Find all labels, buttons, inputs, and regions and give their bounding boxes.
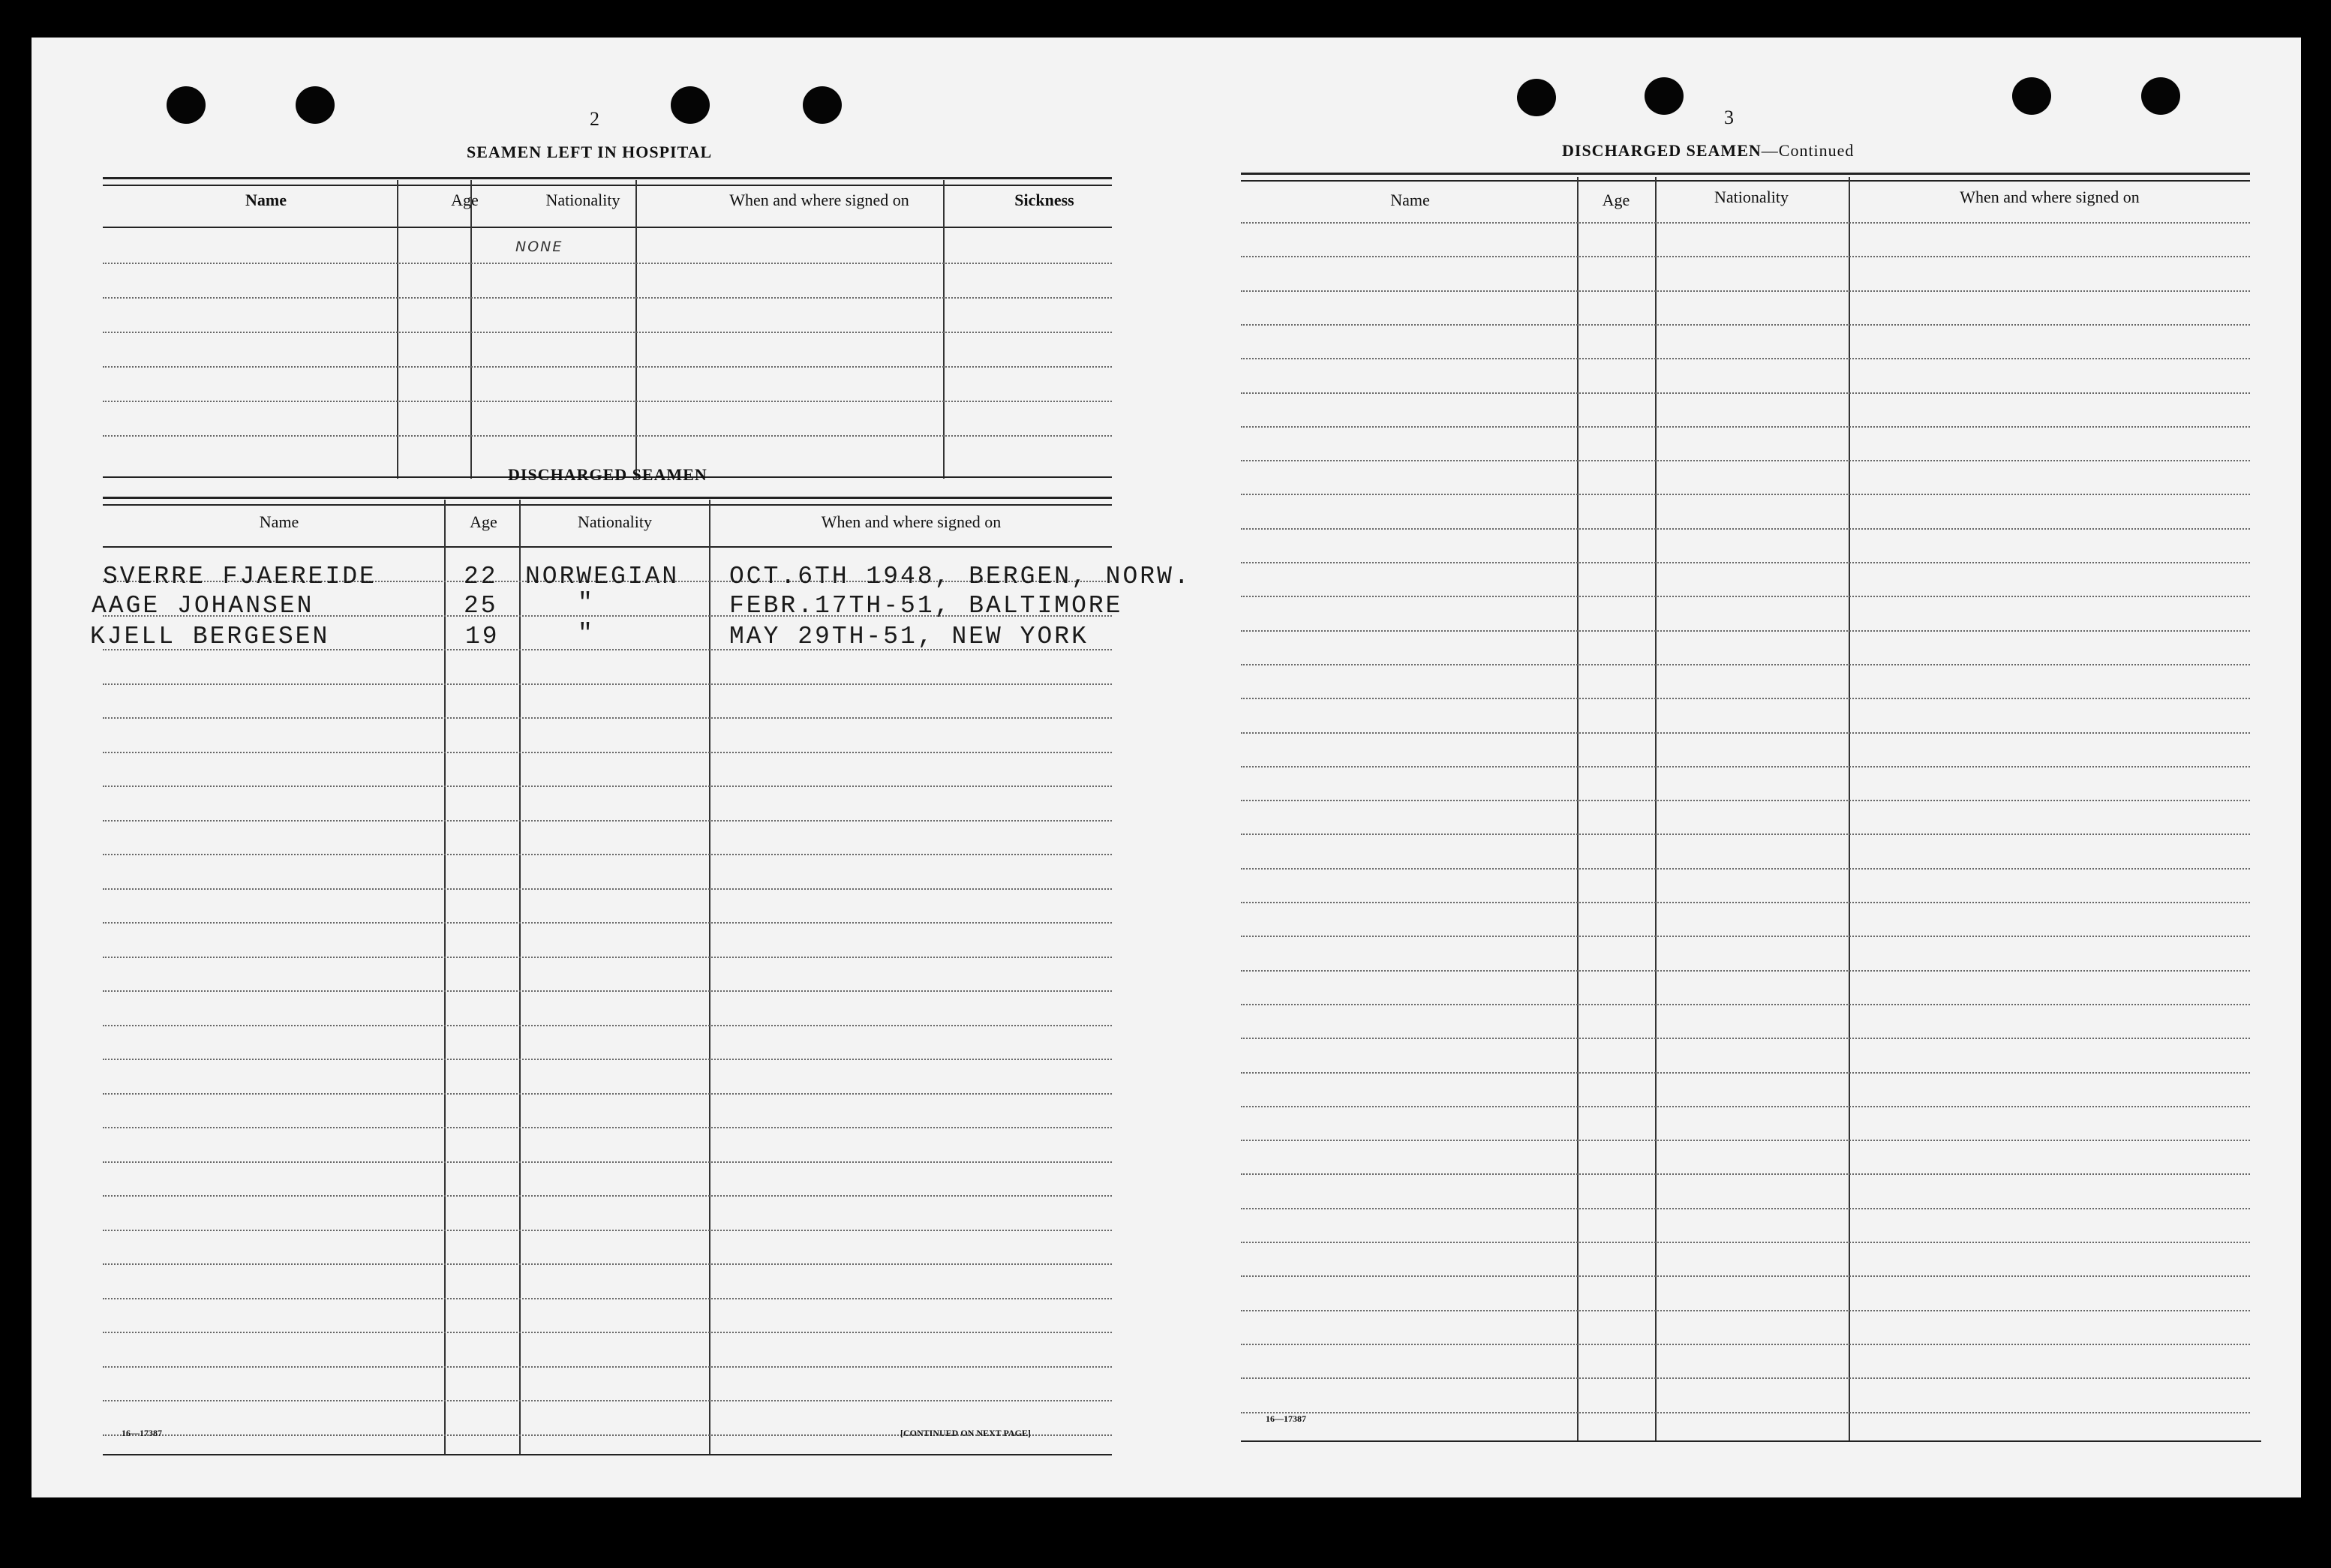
row-rule-line — [103, 1093, 1112, 1095]
hospital-header-rule — [103, 227, 1112, 228]
hospital-handwritten-note: NONE — [515, 239, 563, 255]
row-rule-line — [1241, 1242, 2250, 1243]
discharged-section-title: DISCHARGED SEAMEN — [508, 465, 707, 484]
row-rule-line — [103, 820, 1112, 822]
left-form-number: 16—17387 — [122, 1428, 162, 1438]
seaman-nationality-3: " — [578, 620, 595, 647]
hospital-row-line — [103, 435, 1112, 437]
hospital-col-age: Age — [451, 191, 479, 209]
discharged-top-rule-2 — [103, 504, 1112, 506]
row-rule-line — [1241, 392, 2250, 394]
seaman-name-2: AAGE JOHANSEN — [92, 592, 314, 620]
right-top-rule-2 — [1241, 180, 2250, 182]
row-rule-line — [1241, 256, 2250, 257]
discharged-col-signed-on: When and where signed on — [821, 512, 1002, 531]
right-section-title — [1562, 141, 1854, 161]
row-rule-line — [1241, 494, 2250, 495]
row-rule-line — [103, 854, 1112, 855]
punch-hole — [167, 86, 206, 124]
row-rule-line — [103, 1127, 1112, 1128]
discharged-header-rule — [103, 546, 1112, 548]
row-rule-line — [1241, 732, 2250, 734]
row-rule-line — [103, 922, 1112, 924]
row-rule-line — [1241, 800, 2250, 801]
row-rule-line — [1241, 766, 2250, 767]
row-rule-line — [103, 990, 1112, 992]
hospital-row-line — [103, 297, 1112, 299]
seaman-age-1: 22 — [464, 563, 498, 590]
right-col-name: Name — [1390, 191, 1430, 209]
row-rule-line — [1241, 1140, 2250, 1141]
row-rule-line — [103, 1298, 1112, 1299]
row-rule-line — [1241, 834, 2250, 835]
seaman-signed-on-2: FEBR.17TH-51, BALTIMORE — [729, 592, 1123, 620]
row-rule-line — [103, 1161, 1112, 1163]
row-rule-line — [1241, 1038, 2250, 1039]
row-rule-line — [1241, 1275, 2250, 1277]
seaman-age-2: 25 — [464, 592, 498, 620]
row-rule-line — [103, 717, 1112, 719]
row-rule-line — [1241, 324, 2250, 326]
right-col-signed-on: When and where signed on — [1960, 188, 2140, 206]
document-sheet — [32, 38, 2301, 1497]
row-rule-line — [103, 957, 1112, 958]
row-rule-line — [103, 1263, 1112, 1265]
row-rule-line — [1241, 426, 2250, 428]
seaman-name-1: SVERRE FJAEREIDE — [103, 563, 377, 590]
row-rule-line — [103, 1025, 1112, 1026]
row-rule-line — [103, 1400, 1112, 1401]
discharged-col-name: Name — [259, 512, 299, 531]
row-rule-line — [103, 1332, 1112, 1333]
hospital-row-line — [103, 401, 1112, 402]
row-rule-line — [103, 888, 1112, 890]
row-rule-line — [1241, 358, 2250, 359]
discharged-divider — [709, 500, 710, 1454]
right-col-nationality: Nationality — [1714, 188, 1789, 206]
row-rule-line — [1241, 596, 2250, 597]
row-rule-line — [1241, 970, 2250, 972]
row-rule-line — [103, 1230, 1112, 1231]
row-rule-line — [1241, 630, 2250, 632]
hospital-divider — [470, 180, 472, 479]
row-rule-line — [103, 683, 1112, 685]
seaman-nationality-1: NORWEGIAN — [525, 563, 680, 590]
row-rule-line — [1241, 868, 2250, 870]
right-page-number: 3 — [1724, 107, 1734, 128]
right-title-suffix: —Continued — [1761, 141, 1855, 160]
right-top-rule — [1241, 173, 2250, 175]
right-divider — [1655, 177, 1657, 1440]
right-col-age: Age — [1602, 191, 1630, 209]
hospital-top-rule-2 — [103, 185, 1112, 186]
hospital-col-nationality: Nationality — [545, 191, 620, 209]
right-form-number: 16—17387 — [1266, 1413, 1306, 1424]
row-rule-line — [1241, 1412, 2250, 1413]
hospital-row-line — [103, 263, 1112, 264]
punch-hole — [2141, 77, 2180, 115]
row-rule-line — [1241, 290, 2250, 292]
row-rule-line — [103, 1195, 1112, 1197]
row-rule-line — [1241, 562, 2250, 563]
row-rule-line — [1241, 222, 2250, 224]
row-rule-line — [103, 1366, 1112, 1368]
row-rule-line — [103, 786, 1112, 787]
seaman-signed-on-3: MAY 29TH-51, NEW YORK — [729, 623, 1089, 650]
discharged-divider — [444, 500, 446, 1454]
punch-hole — [2012, 77, 2051, 115]
row-rule-line — [1241, 460, 2250, 461]
left-page-number: 2 — [590, 108, 599, 130]
row-rule-line — [1241, 1072, 2250, 1074]
row-rule-line — [1241, 664, 2250, 665]
continued-note: [CONTINUED ON NEXT PAGE] — [900, 1428, 1031, 1438]
discharged-top-rule — [103, 497, 1112, 499]
row-rule-line — [1241, 936, 2250, 937]
row-rule-line — [1241, 1208, 2250, 1209]
hospital-divider — [397, 180, 398, 479]
punch-hole — [671, 86, 710, 124]
hospital-top-rule — [103, 177, 1112, 179]
row-rule-line — [1241, 698, 2250, 699]
row-rule-line — [1241, 528, 2250, 530]
row-rule-line — [1241, 902, 2250, 903]
punch-hole — [1517, 79, 1556, 116]
punch-hole — [1645, 77, 1684, 115]
row-rule-line — [1241, 1173, 2250, 1175]
seaman-age-3: 19 — [465, 623, 500, 650]
row-rule-line — [1241, 1106, 2250, 1107]
row-rule-line — [103, 1059, 1112, 1060]
discharged-bottom-rule — [103, 1454, 1112, 1455]
right-title-main: DISCHARGED SEAMEN — [1562, 141, 1762, 160]
hospital-row-line — [103, 332, 1112, 333]
discharged-divider — [519, 500, 521, 1454]
punch-hole — [296, 86, 335, 124]
hospital-col-sickness: Sickness — [1014, 191, 1074, 209]
hospital-row-line — [103, 366, 1112, 368]
hospital-col-name: Name — [245, 191, 287, 209]
punch-hole — [803, 86, 842, 124]
seaman-name-3: KJELL BERGESEN — [90, 623, 330, 650]
hospital-divider — [635, 180, 637, 479]
seaman-signed-on-1: OCT.6TH 1948, BERGEN, NORW. — [729, 563, 1191, 590]
right-bottom-rule — [1241, 1440, 2261, 1442]
row-rule-line — [103, 752, 1112, 753]
hospital-col-signed-on: When and where signed on — [729, 191, 909, 209]
discharged-col-age: Age — [470, 512, 497, 531]
hospital-divider — [943, 180, 945, 479]
row-rule-line — [1241, 1310, 2250, 1311]
right-divider — [1849, 177, 1850, 1440]
row-rule-line — [1241, 1377, 2250, 1379]
seaman-nationality-2: " — [578, 589, 595, 617]
discharged-col-nationality: Nationality — [578, 512, 652, 531]
row-rule-line — [1241, 1004, 2250, 1005]
row-rule-line — [1241, 1344, 2250, 1345]
right-divider — [1577, 177, 1579, 1440]
hospital-section-title: SEAMEN LEFT IN HOSPITAL — [467, 143, 713, 161]
